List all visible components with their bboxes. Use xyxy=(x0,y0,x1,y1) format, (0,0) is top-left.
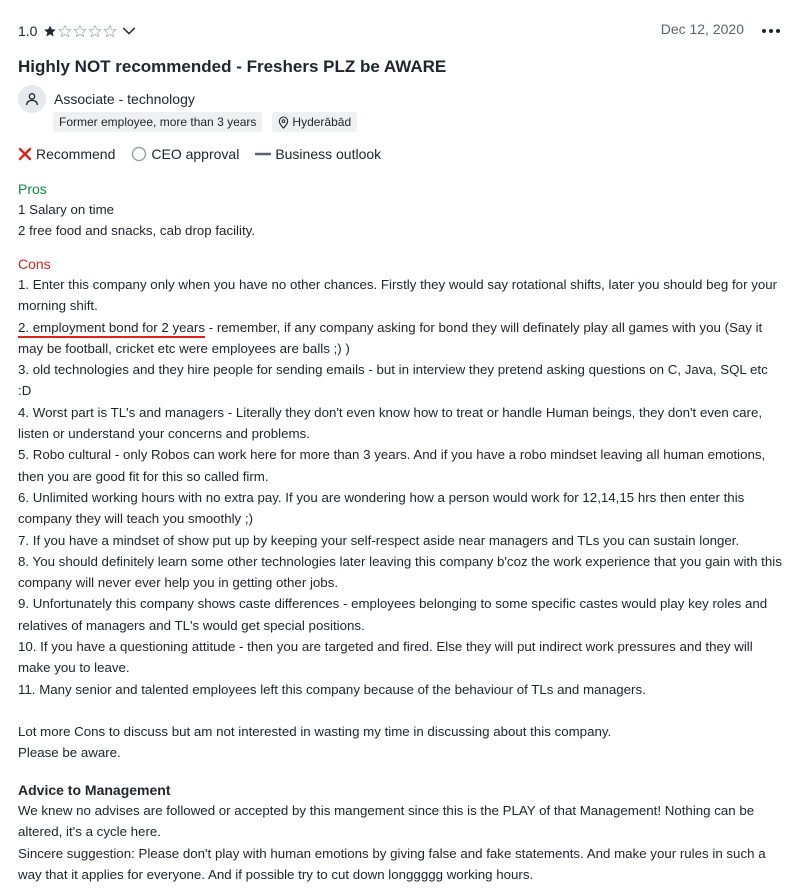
recommend-indicator xyxy=(18,146,115,162)
highlighted-phrase: 2. employment bond for 2 years xyxy=(18,320,205,338)
pros-line: 2 free food and snacks, cab drop facility. xyxy=(18,223,256,239)
cons-line: 9. Unfortunately this company shows caste differences - employees belonging to some specific castes would play key roles and relatives of managers and TL's would get special positions. xyxy=(18,596,768,633)
star-icon xyxy=(73,24,87,38)
cons-closing: Please be aware. xyxy=(18,745,121,761)
star-icon xyxy=(43,24,57,38)
employment-status-label: Former employee, more than 3 years xyxy=(59,115,257,129)
more-options-button[interactable] xyxy=(760,22,782,40)
business-outlook-indicator xyxy=(255,146,381,162)
location-pin-icon xyxy=(278,116,289,129)
avatar xyxy=(18,85,46,113)
ceo-approval-indicator xyxy=(131,146,239,162)
cons-line: 3. old technologies and they hire people for sending emails - but in interview they pretend asking questions on C, Java, SQL etc :D xyxy=(18,362,768,399)
pros-line: 1 Salary on time xyxy=(18,202,115,217)
star-rating xyxy=(43,24,118,38)
advice-line: We knew no advises are followed or accepted by this mangement since this is the PLAY of that Management! Nothing can be altered, it's a cycle here. xyxy=(18,803,755,840)
rating-row xyxy=(18,20,782,42)
user-icon xyxy=(24,91,40,107)
author-tags xyxy=(53,112,367,132)
ceo-approval-label: CEO approval xyxy=(151,146,240,162)
location-tag xyxy=(272,112,357,132)
star-icon xyxy=(58,24,72,38)
review-title[interactable]: Highly NOT recommended - Freshers PLZ be AWARE xyxy=(18,57,447,76)
rating-indicators xyxy=(18,146,397,162)
dash-icon xyxy=(255,147,271,161)
advice-text xyxy=(18,800,782,885)
pros-text xyxy=(18,199,782,242)
cons-closing: Lot more Cons to discuss but am not interested in wasting my time in discussing about this company. xyxy=(18,723,612,739)
employment-status-tag xyxy=(53,112,262,132)
advice-line: Sincere suggestion: Please don't play with human emotions by giving false and fake statements. And make your rules in such a way that it applies for everyone. And if possible try to cut down longgggg working hours. xyxy=(18,845,766,882)
circle-icon xyxy=(131,146,147,162)
cons-line: 8. You should definitely learn some other technologies later leaving this company b'coz the work experience that you gain with this company will never ever help you in getting other jobs. xyxy=(18,553,782,591)
chevron-down-icon[interactable] xyxy=(121,23,137,39)
cons-heading: Cons xyxy=(18,256,51,272)
more-horizontal-icon xyxy=(761,28,781,34)
cons-line-rest: - remember, if any company asking for bond they will definately play all games with you (Say it may be football, cricket etc were employees are balls ;) ) xyxy=(18,319,763,356)
cons-text xyxy=(18,274,782,764)
spacer xyxy=(18,700,782,721)
cons-line: 1. Enter this company only when you have no other chances. Firstly they would say rotational shifts, later you should beg for your morning shift. xyxy=(18,277,778,314)
review-date: Dec 12, 2020 xyxy=(660,21,744,37)
pros-heading: Pros xyxy=(18,181,47,197)
cons-line: 7. If you have a mindset of show put up by keeping your self-respect aside near managers and TLs you can sustain longer. xyxy=(18,532,740,548)
location-label: Hyderābād xyxy=(292,115,352,129)
cons-line: 10. If you have a questioning attitude - then you are targeted and fired. Else they will put indirect work pressures and they will make you to leave. xyxy=(18,639,753,676)
author-info xyxy=(18,85,195,113)
cons-line xyxy=(18,317,782,360)
advice-heading: Advice to Management xyxy=(18,782,171,798)
business-outlook-label: Business outlook xyxy=(275,146,382,162)
x-icon xyxy=(18,147,32,161)
cons-line: 6. Unlimited working hours with no extra pay. If you are wondering how a person would work for 12,14,15 hrs then enter this company they will teach you smoothly ;) xyxy=(18,489,745,527)
job-title: Associate - technology xyxy=(54,91,195,107)
cons-line: 5. Robo cultural - only Robos can work here for more than 3 years. And if you have a robo mindset leaving all human emotions, then you are good fit for this so called firm. xyxy=(18,447,766,484)
recommend-label: Recommend xyxy=(36,146,116,162)
rating-value: 1.0 xyxy=(18,23,38,39)
cons-line: 4. Worst part is TL's and managers - Literally they don't even know how to treat or handle Human beings, they don't even care, listen or understand your concerns and problems. xyxy=(18,404,763,442)
star-icon xyxy=(88,24,102,38)
cons-line: 11. Many senior and talented employees left this company because of the behaviour of TLs and managers. xyxy=(18,681,646,697)
star-icon xyxy=(103,24,117,38)
